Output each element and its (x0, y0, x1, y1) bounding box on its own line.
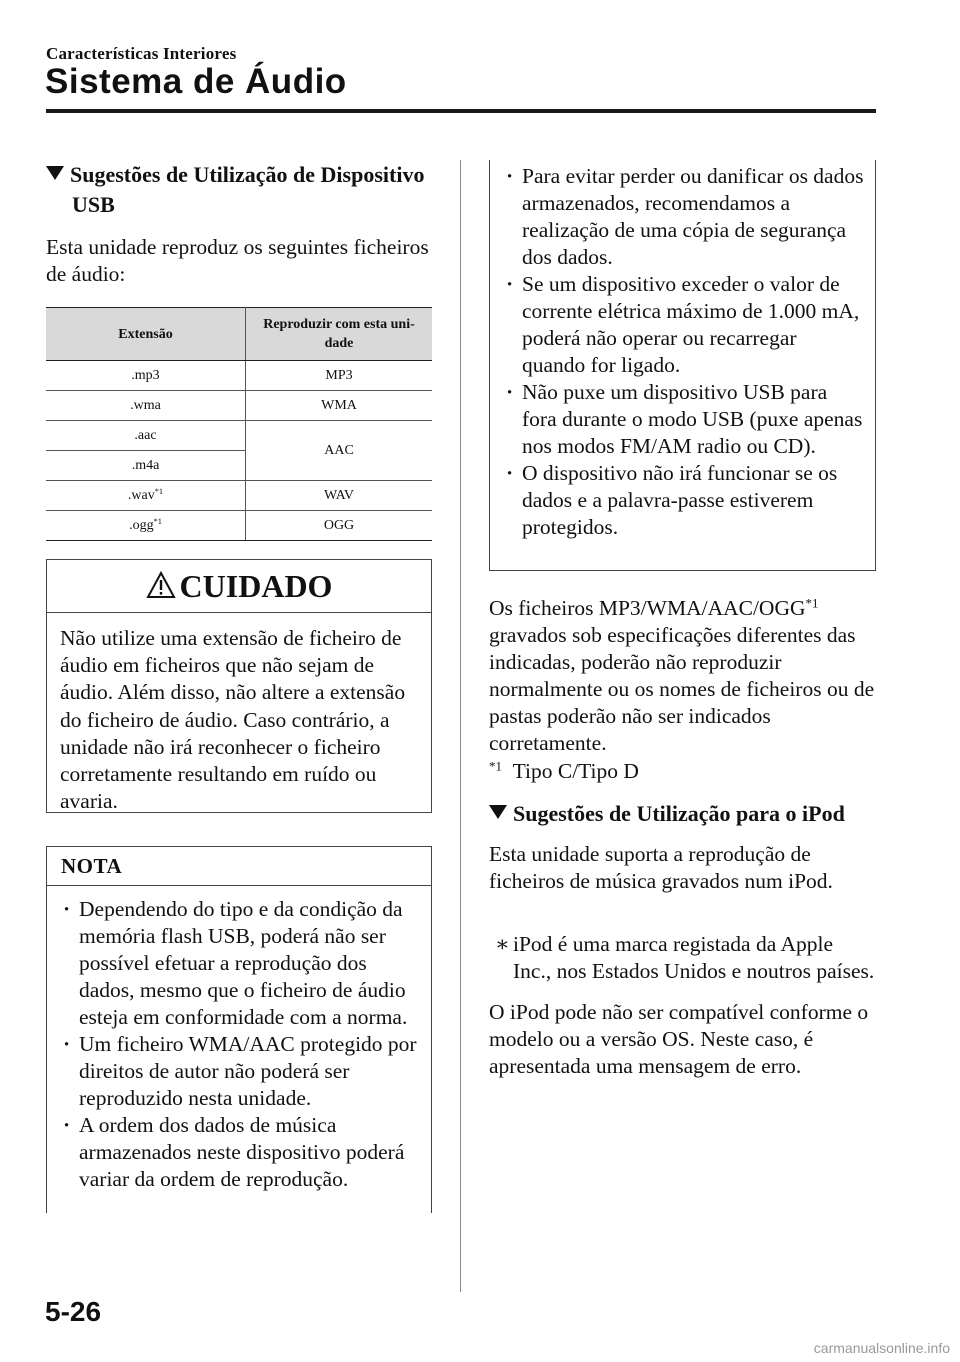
compat-paragraph (489, 595, 876, 757)
list-item: · Não puxe um dispositivo USB para fora durante o modo USB (puxe apenas nos modos FM/AM radio ou CD). (490, 379, 865, 460)
caution-title: CUIDADO (179, 568, 333, 604)
nota-header: NOTA (47, 847, 431, 886)
ipod-tips-heading (489, 799, 876, 829)
compat-lead: Os ficheiros MP3/WMA/AAC/OGG (489, 596, 806, 620)
list-item: · Se um dispositivo exceder o valor de corrente elétrica máximo de 1.000 mA, poderá não operar ou recarregar quando for ligado. (490, 271, 865, 379)
usb-tips-heading-text: Sugestões de Utilização de Dispositivo USB (70, 162, 425, 217)
format-cell: MP3 (246, 361, 433, 391)
nota-continued-box (489, 160, 876, 571)
extension-text: .wav (127, 487, 155, 503)
format-table (46, 307, 432, 541)
footnote-ref: *1 (153, 516, 162, 526)
extension-cell: .mp3 (46, 361, 246, 391)
footnote-ref: *1 (805, 596, 819, 611)
ipod-intro: Esta unidade suporta a reprodução de ficheiros de música gravados num iPod. (489, 842, 833, 893)
right-column (489, 160, 876, 1080)
footnote-ref: *1 (154, 486, 164, 496)
list-item: · Para evitar perder ou danificar os dados armazenados, recomendamos a realização de uma cópia de segurança dos dados. (490, 163, 865, 271)
page-title: Sistema de Áudio (45, 62, 347, 101)
footnote (489, 758, 876, 785)
list-item: · A ordem dos dados de música armazenados neste dispositivo poderá variar da ordem de reprodução. (47, 1112, 421, 1193)
caution-text: Não utilize uma extensão de ficheiro de áudio em ficheiros que não sejam de áudio. Além disso, não altere a extensão do ficheiro de áudio. Caso contrário, a unidade não irá reconhecer o ficheiro corretamente resultando em ruído ou avaria. (60, 626, 406, 814)
usb-tips-heading (46, 160, 432, 220)
nota-box (46, 846, 432, 1213)
triangle-bullet-icon (489, 805, 507, 819)
footnote-mark: *1 (489, 759, 502, 774)
compat-rest: gravados sob especificações diferentes das indicadas, poderão não reproduzir normalmente ou os nomes de ficheiros ou de pastas poderão não ser indicados corretamente. (489, 623, 875, 755)
format-cell: WAV (246, 481, 433, 511)
col-format-header: Reproduzir com esta uni-dade (246, 308, 433, 361)
caution-box (46, 559, 432, 813)
format-cell: OGG (246, 511, 433, 541)
asterisk-icon: ∗ (495, 932, 510, 956)
section-label: Características Interiores (46, 44, 237, 63)
list-item: · Um ficheiro WMA/AAC protegido por direitos de autor não poderá ser reproduzido nesta unidade. (47, 1031, 421, 1112)
trademark-note (489, 931, 876, 985)
list-item: · Dependendo do tipo e da condição da memória flash USB, poderá não ser possível efetuar a reprodução dos dados, mesmo que o ficheiro de áudio esteja em conformidade com a norma. (47, 896, 421, 1031)
usb-intro: Esta unidade reproduz os seguintes ficheiros de áudio: (46, 235, 429, 286)
triangle-bullet-icon (46, 166, 64, 180)
page-number: 5-26 (45, 1296, 102, 1327)
table-row (46, 421, 432, 451)
table-row (46, 481, 432, 511)
column-divider (460, 160, 461, 1292)
col-extension-header: Extensão (46, 308, 246, 361)
format-cell: WMA (246, 391, 433, 421)
watermark: carmanualsonline.info (813, 1340, 950, 1356)
caution-header (47, 560, 431, 613)
format-table-header (46, 308, 432, 361)
extension-cell (46, 481, 246, 511)
ipod-tips-heading-text: Sugestões de Utilização para o iPod (513, 801, 845, 826)
nota-list (47, 886, 431, 1193)
left-column (46, 160, 432, 1213)
trademark-text: iPod é uma marca registada da Apple Inc., nos Estados Unidos e noutros países. (513, 932, 875, 983)
warning-triangle-icon (146, 571, 176, 599)
title-rule (46, 109, 876, 113)
table-row (46, 511, 432, 541)
extension-cell: .wma (46, 391, 246, 421)
footnote-text: Tipo C/Tipo D (512, 759, 639, 783)
extension-cell: .aac (46, 421, 246, 451)
table-row (46, 361, 432, 391)
nota-continued-list (490, 160, 875, 541)
extension-text: .ogg (129, 517, 154, 533)
table-row (46, 391, 432, 421)
list-item: · O dispositivo não irá funcionar se os dados e a palavra-passe estiverem protegidos. (490, 460, 865, 541)
extension-cell (46, 511, 246, 541)
extension-cell: .m4a (46, 451, 246, 481)
format-cell: AAC (246, 421, 433, 481)
ipod-compat-paragraph: O iPod pode não ser compatível conforme o modelo ou a versão OS. Neste caso, é apresentada uma mensagem de erro. (489, 1000, 869, 1078)
